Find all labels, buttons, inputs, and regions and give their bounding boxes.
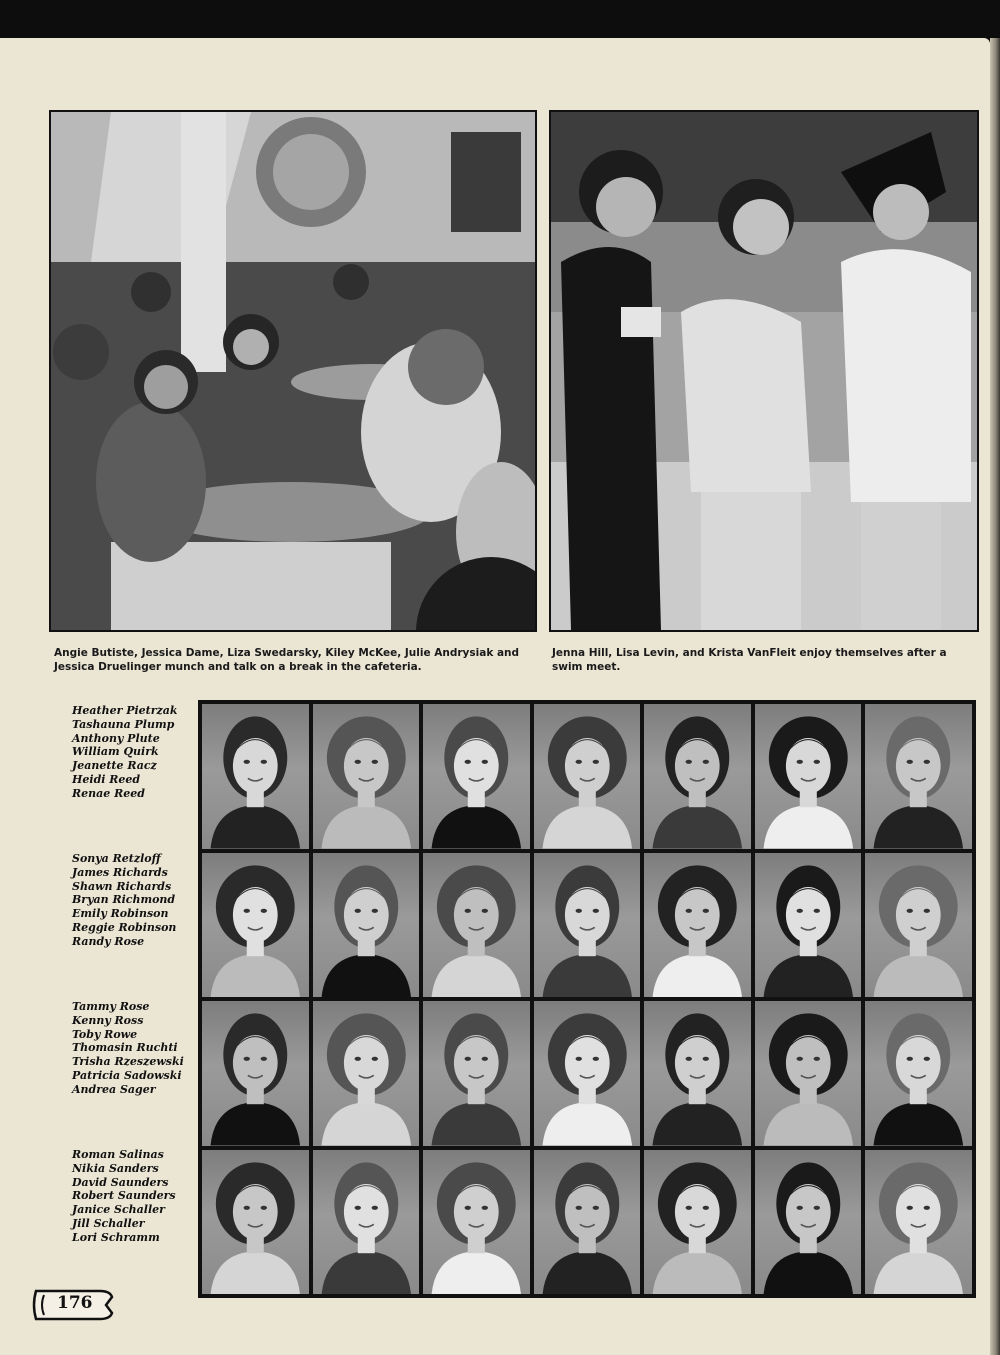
student-name: William Quirk xyxy=(72,745,159,759)
cafeteria-photo-caption: Angie Butiste, Jessica Dame, Liza Swedarsky, Kiley McKee, Julie Andrysiak and Jessica Druelinger munch and talk on a break in the cafeteria. xyxy=(54,647,520,673)
student-name: Bryan Richmond xyxy=(72,893,176,907)
student-portrait xyxy=(534,1001,641,1146)
student-name: Shawn Richards xyxy=(72,879,172,893)
student-name: Kenny Ross xyxy=(72,1013,144,1027)
swim-meet-photo xyxy=(549,110,979,632)
student-name: Heather Pietrzak xyxy=(72,704,178,717)
student-name: Andrea Sager xyxy=(72,1082,156,1096)
student-name: Nikia Sanders xyxy=(72,1161,159,1175)
cafeteria-photo xyxy=(49,110,537,632)
student-name: Emily Robinson xyxy=(72,907,169,921)
student-portrait xyxy=(755,1001,862,1146)
name-list-row-4 xyxy=(72,1148,197,1245)
student-portrait xyxy=(644,704,751,849)
student-portrait xyxy=(202,704,309,849)
student-portrait xyxy=(644,853,751,998)
student-name: Robert Saunders xyxy=(72,1189,176,1203)
student-portrait xyxy=(865,1001,972,1146)
swim-meet-photo-caption: Jenna Hill, Lisa Levin, and Krista VanFleit enjoy themselves after a swim meet. xyxy=(552,647,947,673)
name-list-row-1 xyxy=(72,704,197,801)
portrait-grid xyxy=(198,700,976,1298)
student-portrait xyxy=(423,1001,530,1146)
student-name: Reggie Robinson xyxy=(72,920,177,934)
student-portrait xyxy=(423,704,530,849)
student-name: Jeanette Racz xyxy=(72,759,157,773)
student-portrait xyxy=(755,1150,862,1295)
student-portrait xyxy=(202,853,309,998)
page-number-tab xyxy=(30,1287,120,1323)
page-edge xyxy=(990,38,1000,1355)
name-list-row-3 xyxy=(72,1000,197,1097)
student-name: Sonya Retzloff xyxy=(72,852,161,865)
student-portrait xyxy=(313,1150,420,1295)
page-number: 176 xyxy=(57,1293,93,1313)
student-name: James Richards xyxy=(72,865,168,879)
name-list-row-2 xyxy=(72,852,197,949)
student-name: Patricia Sadowski xyxy=(72,1068,182,1082)
student-name: Toby Rowe xyxy=(72,1027,138,1041)
student-portrait xyxy=(644,1001,751,1146)
student-portrait xyxy=(313,853,420,998)
student-name: Renae Reed xyxy=(72,786,145,800)
student-portrait xyxy=(865,704,972,849)
student-portrait xyxy=(865,1150,972,1295)
student-name: Heidi Reed xyxy=(72,772,141,786)
student-portrait xyxy=(644,1150,751,1295)
student-name: Roman Salinas xyxy=(72,1148,164,1161)
student-portrait xyxy=(313,704,420,849)
student-name: Anthony Plute xyxy=(72,731,160,745)
student-name: Randy Rose xyxy=(72,934,145,948)
student-name: David Saunders xyxy=(72,1175,169,1189)
student-portrait xyxy=(423,1150,530,1295)
student-portrait xyxy=(202,1150,309,1295)
student-name: Jill Schaller xyxy=(72,1216,145,1230)
student-name: Thomasin Ruchti xyxy=(72,1041,178,1055)
student-portrait xyxy=(534,1150,641,1295)
student-portrait xyxy=(534,704,641,849)
student-portrait xyxy=(755,704,862,849)
student-name: Tammy Rose xyxy=(72,1000,150,1013)
student-name: Tashauna Plump xyxy=(72,717,175,731)
student-portrait xyxy=(755,853,862,998)
student-portrait xyxy=(313,1001,420,1146)
student-portrait xyxy=(202,1001,309,1146)
student-portrait xyxy=(865,853,972,998)
student-name: Janice Schaller xyxy=(72,1203,165,1217)
student-portrait xyxy=(534,853,641,998)
student-name: Trisha Rzeszewski xyxy=(72,1055,184,1069)
student-portrait xyxy=(423,853,530,998)
student-name: Lori Schramm xyxy=(72,1230,160,1244)
